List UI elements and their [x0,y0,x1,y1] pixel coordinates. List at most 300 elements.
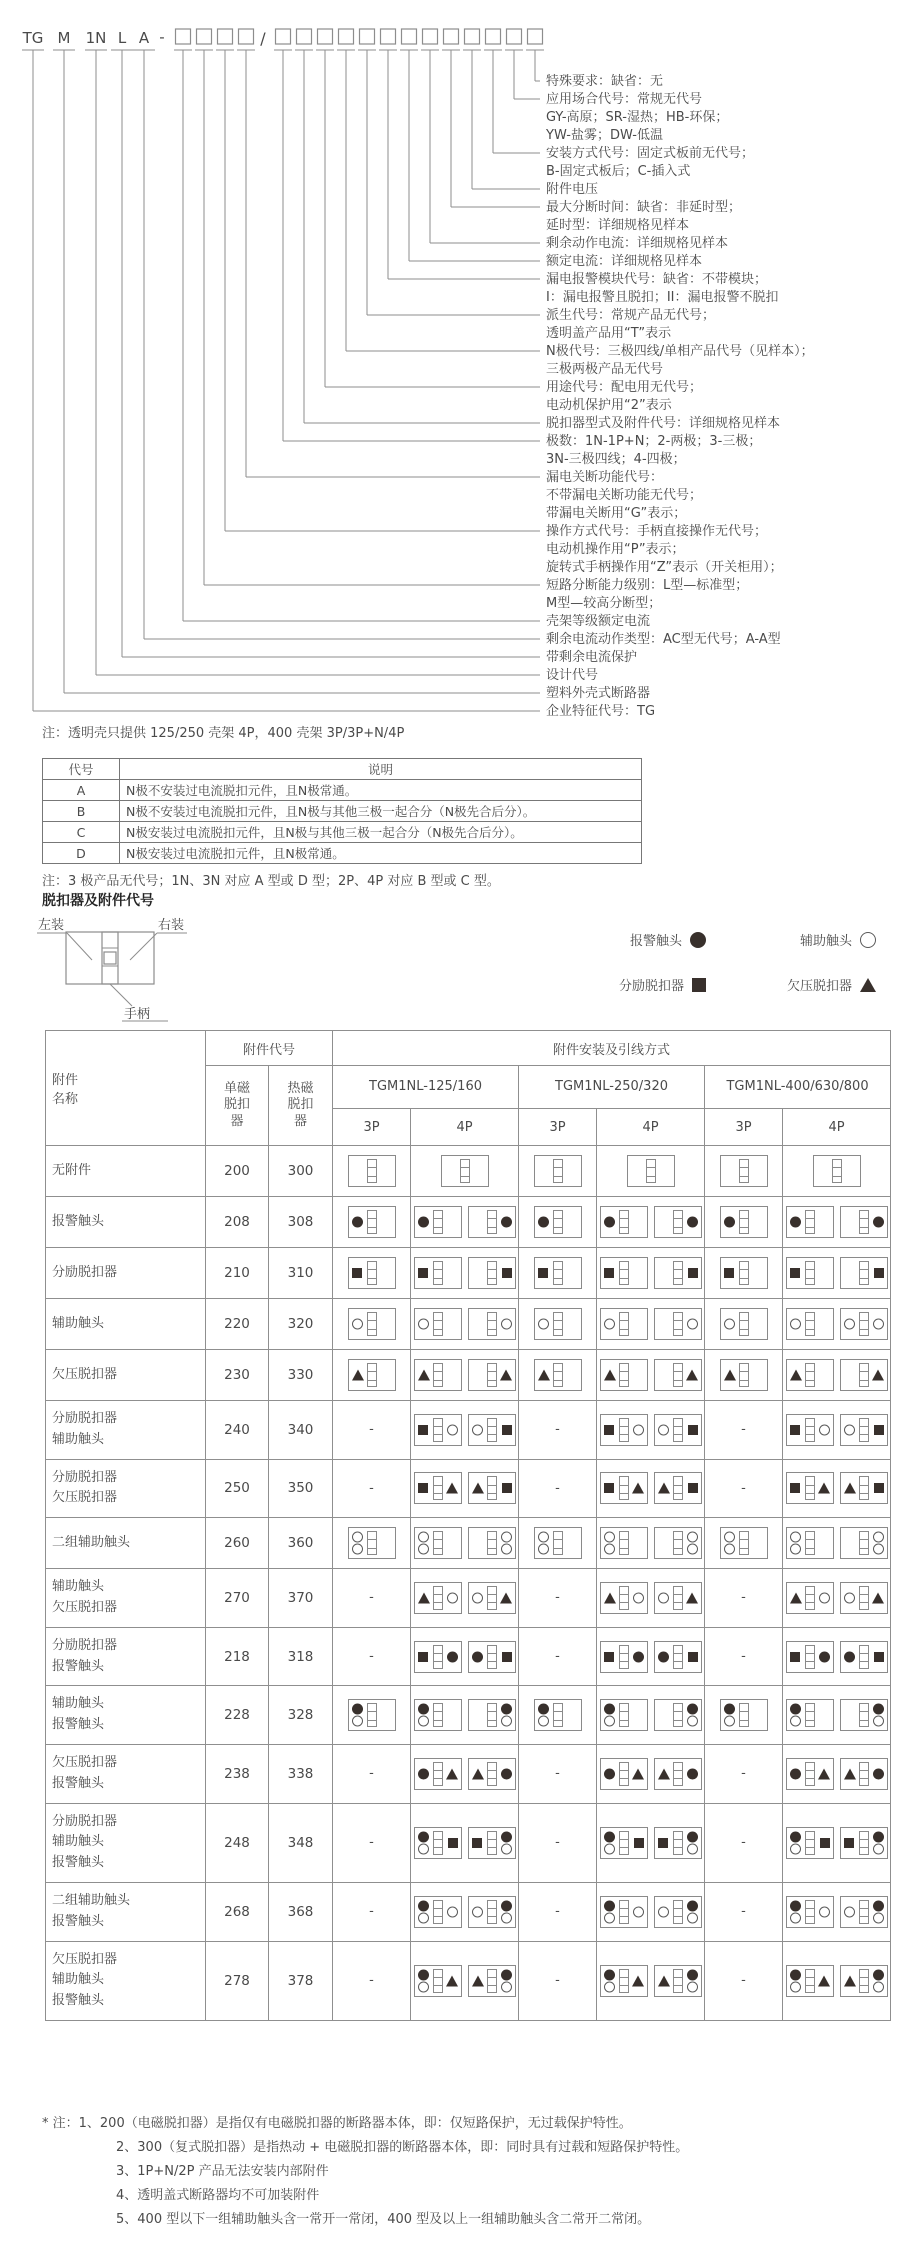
trip-type-line: 单磁 [223,1081,250,1097]
diagram-cell: - [519,1459,597,1518]
accessory-name-cell [46,1627,206,1686]
left-symbols [844,1592,855,1603]
breaker-front-view [36,916,296,1028]
breaker-diagram [414,1758,462,1790]
undervoltage-release-icon [446,1483,458,1494]
breaker-handle-icon [553,1210,563,1234]
undervoltage-release-icon [872,1370,884,1381]
accessory-row [46,1459,891,1518]
right-symbols [501,1900,512,1923]
code-box [176,29,191,44]
aux-contact-icon [352,1544,363,1555]
breaker-handle-icon [433,1261,443,1285]
handle-segment [554,1211,562,1219]
breaker-diagram [441,1155,489,1187]
diagram-group [599,1414,702,1446]
diagram-group [413,1641,516,1673]
handle-segment [674,1486,682,1494]
handle-segment [461,1168,469,1176]
handle-segment [740,1211,748,1219]
handle-segment [434,1477,442,1485]
accessory-name-line: 欠压脱扣器 [52,1754,118,1770]
handle-segment [434,1603,442,1610]
footnote-line: 4、透明盖式断路器均不可加装附件 [116,2188,320,2203]
left-symbols [538,1370,550,1381]
breaker-diagram [786,1308,834,1340]
breaker-handle-icon [832,1159,842,1183]
handle-segment [488,1372,496,1380]
diagram-group [785,1827,888,1859]
undervoltage-release-icon [790,1370,802,1381]
left-symbols [844,1424,855,1435]
handle-segment [740,1330,748,1337]
accessory-row [46,1941,891,2020]
callout-label-line: 剩余动作电流：详细规格见样本 [546,236,729,251]
legend-label: 分励脱扣器 [618,979,684,994]
handle-segment [674,1662,682,1669]
accessory-name-cell [46,1803,206,1882]
breaker-handle-icon [859,1900,869,1924]
aux-contact-icon [724,1532,735,1543]
shunt-release-icon [790,1425,800,1435]
diagram-cell [411,1197,519,1248]
handle-segment [620,1364,628,1372]
legend-item [726,930,876,949]
handle-label: 手柄 [124,1007,151,1022]
breaker-diagram [414,1414,462,1446]
handle-segment [488,1662,496,1669]
accessory-name-line: 报警触头 [52,1658,105,1674]
handle-segment [860,1486,868,1494]
accessory-row [46,1401,891,1460]
diagram-cell [783,1518,891,1569]
handle-segment [620,1654,628,1662]
handle-segment [368,1704,376,1712]
shunt-release-icon [448,1838,458,1848]
handle-segment [368,1177,376,1184]
undervoltage-release-icon [500,1370,512,1381]
aux-contact-icon [501,1981,512,1992]
callout-label-line: 最大分断时间：缺省：非延时型； [546,200,742,215]
diagram-cell [705,1686,783,1745]
breaker-handle-icon [433,1645,443,1669]
aux-contact-icon [687,1843,698,1854]
breaker-diagram [600,1699,648,1731]
accessory-name-cell [46,1146,206,1197]
npole-code-cell: B [43,801,120,822]
handle-segment [434,1970,442,1978]
diagram-cell: - [333,1401,411,1460]
callout-label-line: 漏电报警模块代号：缺省：不带模块； [546,272,768,287]
accessory-row [46,1518,891,1569]
code-box [402,29,417,44]
handle-segment [806,1654,814,1662]
handle-segment [554,1330,562,1337]
accessory-code-cell: 240 [206,1401,269,1460]
breaker-diagram [720,1155,768,1187]
alarm-contact-icon [687,1704,698,1715]
handle-segment [368,1372,376,1380]
undervoltage-release-icon [632,1483,644,1494]
breaker-handle-icon [433,1586,443,1610]
diagram-group [413,1155,516,1187]
handle-segment [806,1321,814,1329]
diagram-group [785,1359,888,1391]
left-symbols [418,1319,429,1330]
right-symbols [872,1592,884,1603]
left-symbols [538,1217,549,1228]
handle-segment [860,1532,868,1540]
breaker-handle-icon [859,1261,869,1285]
diagram-cell [411,1803,519,1882]
alarm-contact-icon [418,1831,429,1842]
breaker-handle-icon [859,1703,869,1727]
handle-segment [434,1662,442,1669]
breaker-diagram [813,1155,861,1187]
left-symbols [844,1975,856,1986]
diagram-group [785,1257,888,1289]
diagram-cell [411,1146,519,1197]
handle-segment [434,1763,442,1771]
accessory-name-cell [46,1459,206,1518]
breaker-diagram [840,1359,888,1391]
handle-segment [806,1372,814,1380]
handle-segment [674,1228,682,1235]
handle-segment [674,1381,682,1388]
handle-segment [806,1763,814,1771]
model-slash: / [260,29,266,48]
right-symbols [873,1900,884,1923]
aux-contact-icon [604,1716,615,1727]
alarm-contact-icon [844,1651,855,1662]
handle-segment [461,1160,469,1168]
breaker-handle-icon [739,1363,749,1387]
right-install-label: 右装 [158,918,185,933]
breaker-handle-icon [646,1159,656,1183]
accessory-name-line: 分励脱扣器 [52,1264,118,1280]
breaker-diagram [786,1827,834,1859]
aux-contact-icon [447,1906,458,1917]
breaker-handle-icon [673,1531,683,1555]
diagram-group [413,1699,516,1731]
diagram-group [521,1257,594,1289]
aux-contact-icon [790,1912,801,1923]
handle-segment [860,1662,868,1669]
diagram-cell [411,1401,519,1460]
handle-segment [860,1763,868,1771]
breaker-diagram [840,1758,888,1790]
breaker-handle-icon [619,1261,629,1285]
alarm-contact-icon [501,1768,512,1779]
install-group-header: 附件安装及引线方式 [333,1031,891,1066]
accessory-name-line: 欠压脱扣器 [52,1490,118,1506]
aux-contact-icon [790,1544,801,1555]
breaker-diagram [348,1699,396,1731]
handle-segment [860,1477,868,1485]
handle-segment [860,1381,868,1388]
diagram-cell [597,1197,705,1248]
right-symbols [501,1319,512,1330]
handle-segment [740,1177,748,1184]
handle-segment [434,1279,442,1286]
diagram-group [785,1582,888,1614]
callout-label [546,271,779,305]
handle-segment [620,1549,628,1556]
handle-segment [806,1779,814,1786]
alarm-contact-icon [873,1217,884,1228]
breaker-handle-icon [487,1703,497,1727]
left-symbols [844,1651,855,1662]
callout-label-line: 极数：1N-1P+N；2-两极；3-三极； [546,434,762,449]
breaker-diagram [654,1758,702,1790]
handle-segment [740,1270,748,1278]
handle-segment [488,1840,496,1848]
alarm-contact-icon [790,1704,801,1715]
handle-segment [488,1427,496,1435]
callout-label-line: 带剩余电流保护 [546,650,638,665]
aux-contact-icon [604,1912,615,1923]
breaker-diagram [414,1308,462,1340]
trip-type-line: 器 [294,1113,308,1129]
accessory-name-line: 分励脱扣器 [52,1637,118,1653]
npole-header-cell: 说明 [120,759,642,780]
right-symbols [687,1900,698,1923]
alarm-contact-icon [501,1217,512,1228]
handle-segment [488,1901,496,1909]
breaker-handle-icon [367,1261,377,1285]
handle-segment [488,1270,496,1278]
diagram-group [599,1699,702,1731]
shunt-release-icon [538,1268,548,1278]
handle-segment [674,1970,682,1978]
breaker-handle-icon [619,1312,629,1336]
alarm-contact-icon [418,1900,429,1911]
handle-segment [368,1270,376,1278]
left-symbols [724,1268,734,1278]
handle-segment [620,1228,628,1235]
callout-label-line: 不带漏电关断功能无代号； [546,488,703,503]
handle-segment [434,1779,442,1786]
accessory-name-line: 辅助触头 [52,1579,105,1595]
handle-segment [554,1364,562,1372]
handle-segment [488,1978,496,1986]
handle-segment [368,1219,376,1227]
frame-header: TGM1NL-250/320 [519,1066,705,1109]
handle-segment [488,1848,496,1855]
breaker-handle-icon [859,1645,869,1669]
diagram-cell [783,1941,891,2020]
handle-segment [806,1419,814,1427]
right-symbols [686,1592,698,1603]
breaker-handle-icon [859,1586,869,1610]
shunt-release-icon [604,1268,614,1278]
handle-segment [620,1978,628,1986]
code-box [507,29,522,44]
diagram-cell [519,1518,597,1569]
alarm-contact-icon [604,1217,615,1228]
diagram-group [335,1308,408,1340]
breaker-diagram [414,1699,462,1731]
alarm-contact-icon [604,1704,615,1715]
handle-segment [620,1901,628,1909]
diagram-cell [597,1569,705,1628]
aux-contact-icon [352,1532,363,1543]
diagram-cell [411,1686,519,1745]
callout-label-line: 操作方式代号：手柄直接操作无代号； [546,524,768,539]
handle-segment [620,1721,628,1728]
breaker-handle-icon [739,1312,749,1336]
code-box [218,29,233,44]
left-symbols [724,1319,735,1330]
diagram-cell: - [333,1627,411,1686]
diagram-group [785,1527,888,1559]
right-symbols [873,1217,884,1228]
handle-segment [806,1712,814,1720]
handle-segment [674,1219,682,1227]
accessory-code-cell: 370 [269,1569,333,1628]
handle-segment [620,1909,628,1917]
breaker-handle-icon [673,1363,683,1387]
handle-segment [434,1840,442,1848]
handle-segment [860,1313,868,1321]
breaker-handle-icon [433,1418,443,1442]
section-title: 脱扣器及附件代号 [42,893,154,909]
aux-contact-icon [819,1906,830,1917]
breaker-diagram [786,1359,834,1391]
right-symbols [447,1651,458,1662]
handle-segment [806,1646,814,1654]
breaker-handle-icon [805,1831,815,1855]
breaker-diagram [840,1527,888,1559]
accessory-name-line: 报警触头 [52,1717,105,1733]
right-symbols [874,1483,884,1493]
diagram-group [785,1206,888,1238]
left-symbols [418,1425,428,1435]
handle-segment [434,1712,442,1720]
alarm-contact-icon [687,1969,698,1980]
right-symbols [873,1768,884,1779]
model-token: TG [22,29,44,47]
trip-type-line: 脱扣 [287,1097,314,1113]
aux-contact-icon [687,1716,698,1727]
undervoltage-release-icon [472,1975,484,1986]
aux-contact-icon [873,1716,884,1727]
handle-segment [434,1978,442,1986]
handle-segment [620,1219,628,1227]
handle-segment [434,1917,442,1924]
aux-contact-icon [447,1424,458,1435]
handle-segment [488,1494,496,1501]
accessory-name-cell [46,1941,206,2020]
handle-segment [740,1721,748,1728]
breaker-diagram [654,1827,702,1859]
diagram-cell [411,1459,519,1518]
alarm-contact-icon [418,1768,429,1779]
breaker-handle-icon [553,1261,563,1285]
aux-contact-icon [724,1544,735,1555]
left-symbols [604,1483,614,1493]
breaker-diagram [720,1206,768,1238]
handle-segment [368,1313,376,1321]
diagram-group [521,1206,594,1238]
handle-segment [740,1321,748,1329]
accessory-name-line: 报警触头 [52,1993,105,2009]
right-symbols [818,1768,830,1779]
left-symbols [604,1704,615,1727]
undervoltage-release-icon [500,1592,512,1603]
handle-segment [620,1435,628,1442]
callout-label [546,469,702,521]
accessory-name-cell [46,1350,206,1401]
diagram-group [599,1965,702,1997]
diagram-cell: - [519,1882,597,1941]
breaker-diagram [534,1308,582,1340]
breaker-diagram [840,1414,888,1446]
shunt-release-icon [874,1268,884,1278]
code-box [465,29,480,44]
aux-contact-icon [790,1981,801,1992]
right-symbols [818,1483,830,1494]
handle-segment [740,1381,748,1388]
undervoltage-release-icon [604,1370,616,1381]
breaker-handle-icon [433,1531,443,1555]
handle-segment [674,1262,682,1270]
diagram-group [599,1257,702,1289]
accessory-code-cell: 200 [206,1146,269,1197]
diagram-cell [783,1882,891,1941]
breaker-diagram [786,1699,834,1731]
shunt-release-icon [658,1838,668,1848]
right-symbols [687,1768,698,1779]
accessory-name-line: 欠压脱扣器 [52,1951,118,1967]
handle-segment [860,1646,868,1654]
accessory-name-cell [46,1882,206,1941]
shunt-release-icon [790,1483,800,1493]
callout-label [546,703,655,719]
breaker-diagram [720,1527,768,1559]
accessory-name-line: 二组辅助触头 [52,1534,131,1550]
callout-label [546,379,702,413]
left-symbols [790,1831,801,1854]
aux-contact-icon [844,1592,855,1603]
callout-label-line: 3N-三极四线；4-四极； [546,452,686,467]
diagram-cell [783,1459,891,1518]
breaker-diagram [534,1527,582,1559]
diagram-cell [597,1882,705,1941]
shunt-release-icon [874,1483,884,1493]
breaker-diagram [534,1699,582,1731]
left-symbols [844,1906,855,1917]
alarm-contact-icon [604,1768,615,1779]
left-symbols [418,1900,429,1923]
diagram-cell [411,1248,519,1299]
shunt-release-icon [688,1652,698,1662]
handle-segment [647,1160,655,1168]
handle-segment [434,1721,442,1728]
breaker-handle-icon [487,1586,497,1610]
handle-segment [488,1313,496,1321]
handle-segment [554,1313,562,1321]
callout-label-line: N极代号：三极四线/单相产品代号（见样本）； [546,344,814,359]
left-symbols [658,1838,668,1848]
handle-segment [860,1330,868,1337]
left-symbols [790,1483,800,1493]
diagram-group [413,1414,516,1446]
left-symbols [790,1592,802,1603]
handle-segment [860,1270,868,1278]
left-symbols [604,1831,615,1854]
handle-segment [488,1721,496,1728]
